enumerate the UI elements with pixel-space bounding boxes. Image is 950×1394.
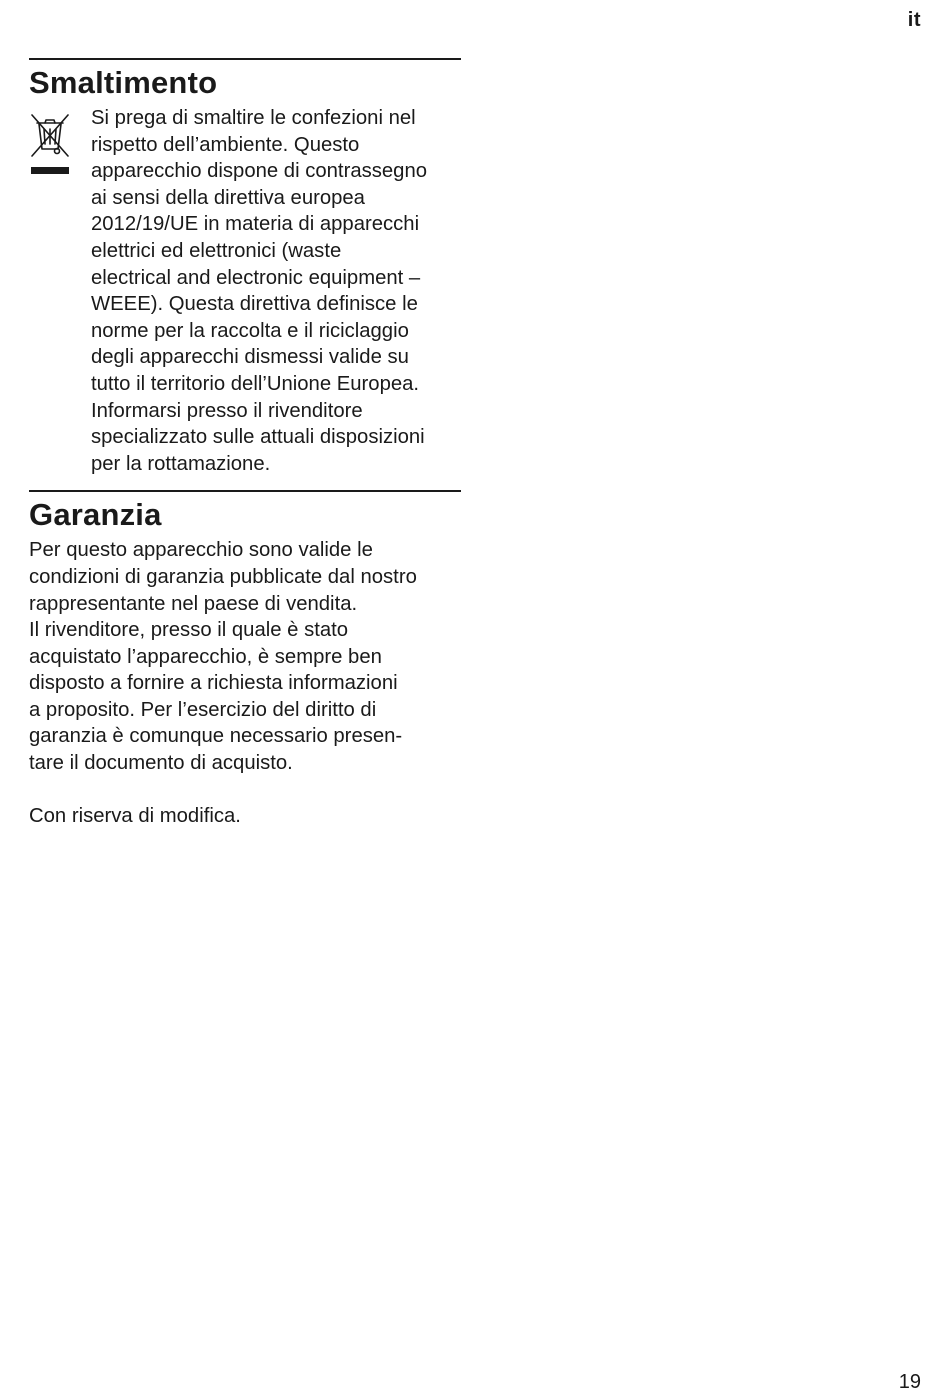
disposal-block: [29, 105, 461, 477]
modification-note: Con riserva di modifica.: [29, 805, 241, 828]
section-divider: [29, 58, 461, 60]
disposal-title: Smaltimento: [29, 65, 218, 100]
content-column: [29, 58, 461, 830]
warranty-text: Per questo apparecchio sono valide le condizioni di garanzia pubblicate dal nostro rappresentante nel paese di vendita. Il rivenditore, presso il quale è stato acquistato l’apparecchio, è sempre ben disposto a fornire a richiesta informazioni a proposito. Per l’esercizio del diritto di garanzia è comunque necessario presen- tare il documento di acquisto.: [29, 539, 417, 775]
section-divider: [29, 490, 461, 492]
weee-bin-icon: [29, 105, 91, 180]
language-tag: it: [907, 9, 921, 31]
warranty-title: Garanzia: [29, 497, 162, 533]
disposal-text: Si prega di smaltire le confezioni nel rispetto dell’ambiente. Questo apparecchio dispone di contrassegno ai sensi della direttiva europea 2012/19/UE in materia di apparecchi elettrici ed elettronici (waste electrical and electronic equipment – WEEE). Questa direttiva definisce le norme per la raccolta e il riciclaggio degli apparecchi dismessi valide su tutto il territorio dell’Unione Europea. Informarsi presso il rivenditore specializzato sulle attuali disposizioni per la rottamazione.: [91, 107, 427, 475]
page-number: 19: [898, 1371, 921, 1393]
